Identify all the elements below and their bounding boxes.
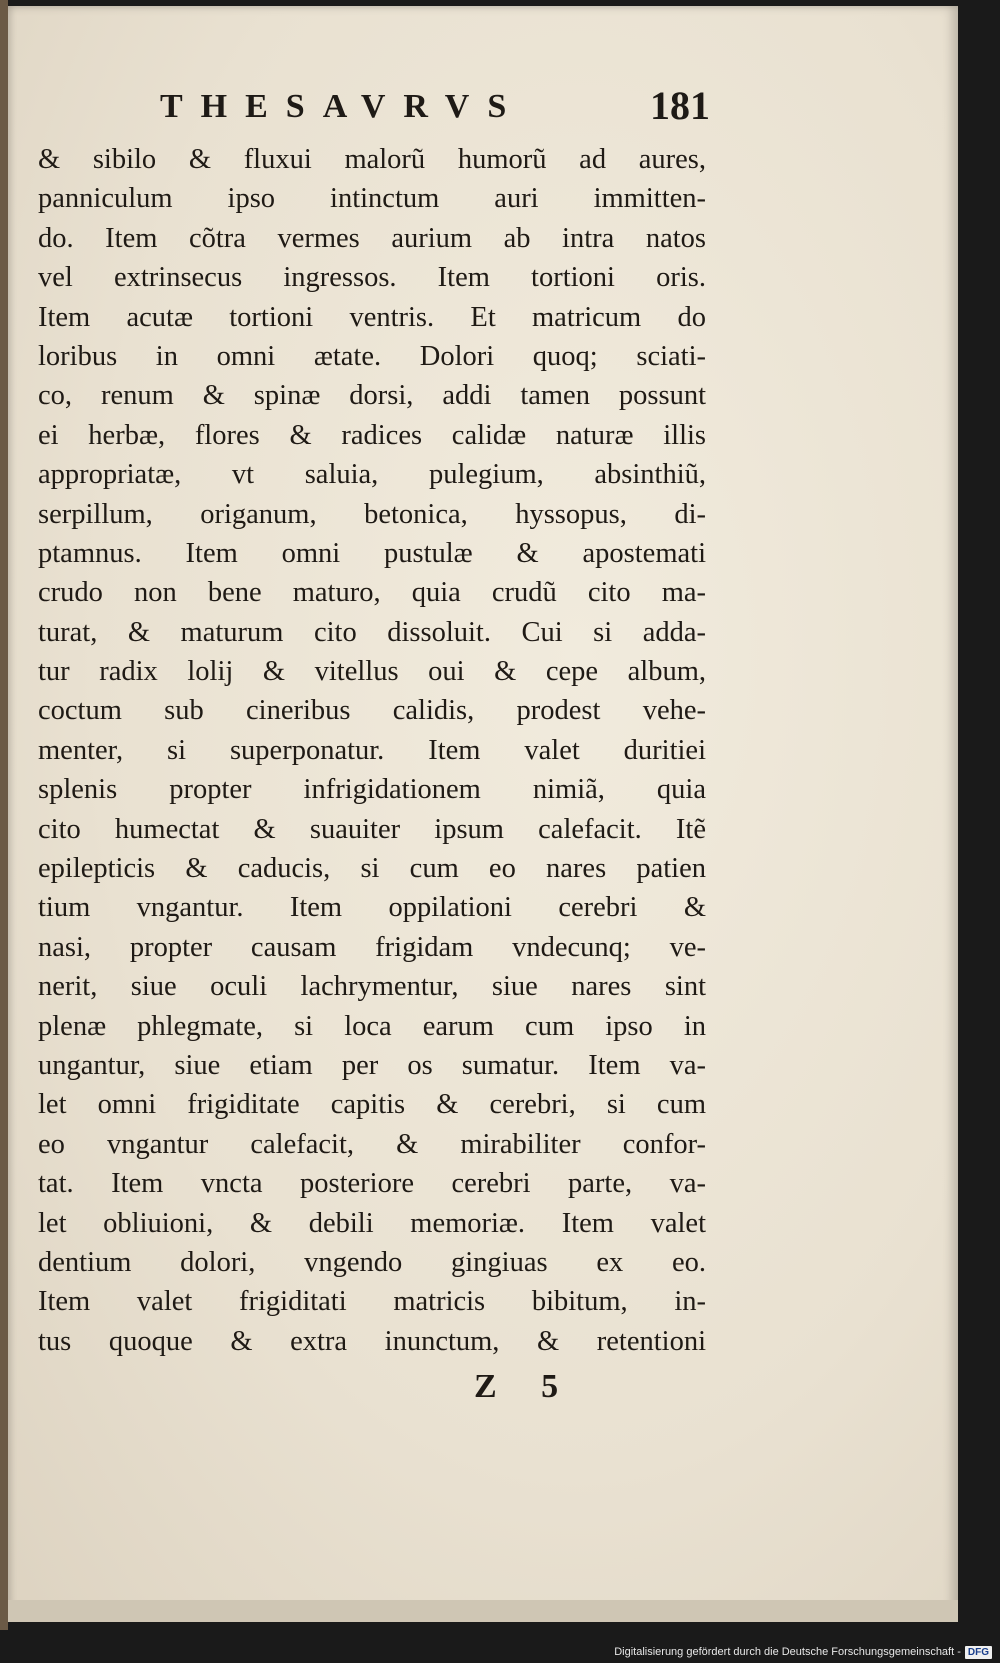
text-line: turat, & maturum cito dissoluit. Cui si adda-	[38, 616, 706, 648]
body-text	[38, 140, 706, 1361]
text-line: menter, si superponatur. Item valet duritiei	[38, 734, 706, 766]
text-line: ei herbæ, flores & radices calidæ naturæ illis	[38, 419, 706, 451]
text-line: vel extrinsecus ingressos. Item tortioni oris.	[38, 262, 706, 294]
text-line: ungantur, siue etiam per os sumatur. Item va-	[38, 1049, 706, 1081]
text-line: serpillum, origanum, betonica, hyssopus, di-	[38, 498, 706, 530]
text-line: & sibilo & fluxui malorũ humorũ ad aures,	[38, 144, 706, 175]
text-line: co, renum & spinæ dorsi, addi tamen possunt	[38, 380, 706, 412]
text-line: epilepticis & caducis, si cum eo nares patien	[38, 853, 706, 885]
text-line: eo vngantur calefacit, & mirabiliter confor-	[38, 1128, 706, 1160]
running-head: THESAVRVS	[160, 88, 525, 125]
text-line: do. Item cõtra vermes aurium ab intra natos	[38, 222, 706, 254]
text-line: nerit, siue oculi lachrymentur, siue nares sint	[38, 971, 706, 1003]
text-line: crudo non bene maturo, quia crudũ cito ma-	[38, 577, 706, 609]
text-line: splenis propter infrigidationem nimiã, quia	[38, 774, 706, 806]
text-line: appropriatæ, vt saluia, pulegium, absinthiũ,	[38, 459, 706, 491]
text-line: ptamnus. Item omni pustulæ & apostemati	[38, 537, 706, 569]
text-line: tur radix lolij & vitellus oui & cepe album,	[38, 656, 706, 688]
text-line: plenæ phlegmate, si loca earum cum ipso in	[38, 1010, 706, 1042]
text-line: tus quoque & extra inunctum, & retentioni	[38, 1325, 706, 1357]
text-line: tium vngantur. Item oppilationi cerebri &	[38, 892, 706, 924]
credit-text: Digitalisierung gefördert durch die Deutsche Forschungsgemeinschaft -	[614, 1646, 961, 1658]
digitization-credit	[614, 1644, 992, 1660]
text-line: panniculum ipso intinctum auri immitten-	[38, 183, 706, 215]
page-number: 181	[650, 83, 710, 128]
text-line: tat. Item vncta posteriore cerebri parte, va-	[38, 1168, 706, 1200]
text-line: loribus in omni ætate. Dolori quoq; sciati-	[38, 340, 706, 372]
signature-mark: Z 5	[474, 1368, 577, 1405]
text-line: Item valet frigiditati matricis bibitum, in-	[38, 1286, 706, 1318]
text-line: let obliuioni, & debili memoriæ. Item valet	[38, 1207, 706, 1239]
text-line: coctum sub cineribus calidis, prodest vehe-	[38, 695, 706, 727]
book-edge	[0, 0, 8, 1630]
page-lower-edge	[8, 1600, 958, 1622]
text-line: cito humectat & suauiter ipsum calefacit. Itẽ	[38, 813, 706, 845]
text-line: nasi, propter causam frigidam vndecunq; ve-	[38, 931, 706, 963]
text-line: let omni frigiditate capitis & cerebri, si cum	[38, 1089, 706, 1121]
text-line: Item acutæ tortioni ventris. Et matricum do	[38, 301, 706, 333]
text-line: dentium dolori, vngendo gingiuas ex eo.	[38, 1246, 706, 1278]
dfg-logo: DFG	[965, 1646, 992, 1659]
